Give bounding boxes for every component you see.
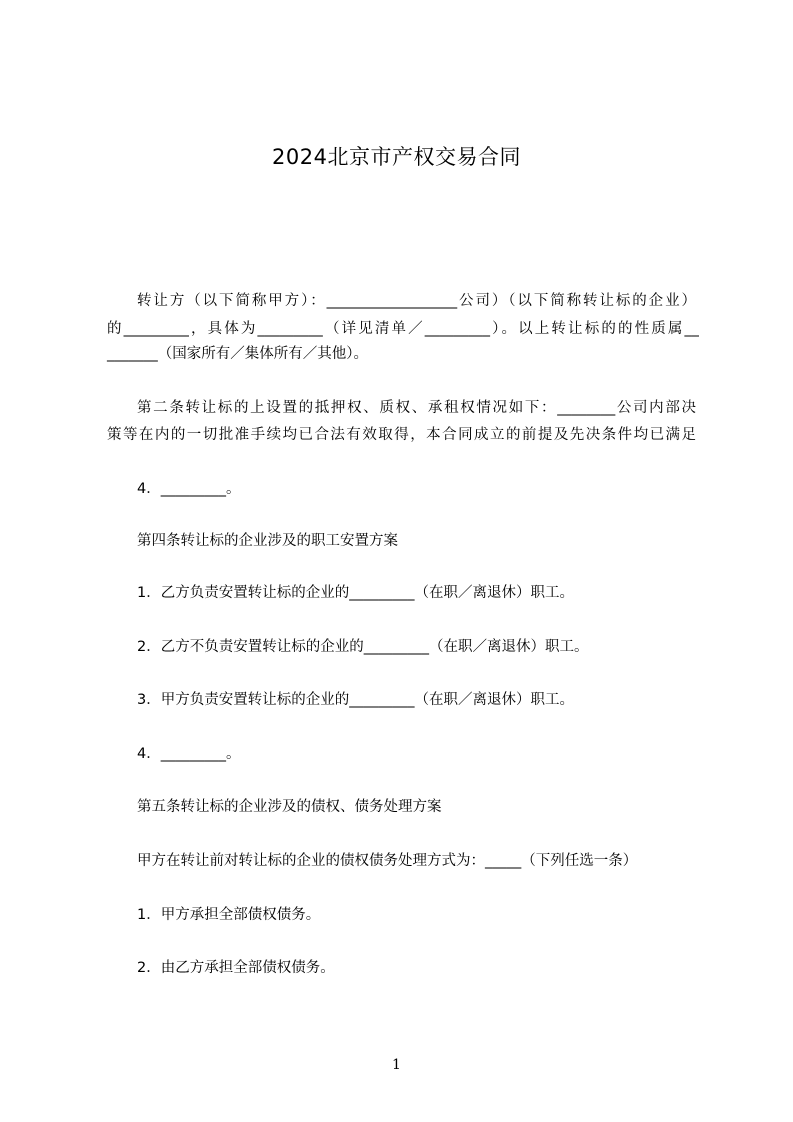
paragraph-line: 的_________，具体为_________（详见清单／_________）。以上转让标的的性质属__ [107, 321, 699, 337]
list-item: 4．_________。 [137, 746, 241, 762]
section-heading: 第四条转让标的企业涉及的职工安置方案 [137, 533, 398, 549]
list-item: 4．_________。 [137, 481, 241, 497]
list-item: 2．由乙方承担全部债权债务。 [137, 960, 335, 976]
list-item: 1．甲方承担全部债权债务。 [137, 907, 321, 923]
list-item: 2．乙方不负责安置转让标的企业的_________（在职／离退休）职工。 [137, 639, 589, 655]
list-item: 3．甲方负责安置转让标的企业的_________（在职／离退休）职工。 [137, 692, 574, 708]
paragraph-line: 转让方（以下简称甲方）：__________________公司）（以下简称转让标的企业） [137, 293, 696, 309]
paragraph-line: _______（国家所有／集体所有／其他）。 [107, 346, 368, 362]
document-title: 2024北京市产权交易合同 [272, 145, 521, 169]
paragraph-line: 第二条转让标的上设置的抵押权、质权、承租权情况如下：________公司内部决 [137, 400, 696, 416]
paragraph-line: 策等在内的一切批准手续均已合法有效取得，本合同成立的前提及先决条件均已满足 [107, 427, 696, 443]
section-heading: 第五条转让标的企业涉及的债权、债务处理方案 [137, 799, 442, 815]
page-number: 1 [392, 1057, 401, 1073]
list-item: 1．乙方负责安置转让标的企业的_________（在职／离退休）职工。 [137, 585, 574, 601]
paragraph-line: 甲方在转让前对转让标的企业的债权债务处理方式为：_____（下列任选一条） [137, 853, 638, 869]
